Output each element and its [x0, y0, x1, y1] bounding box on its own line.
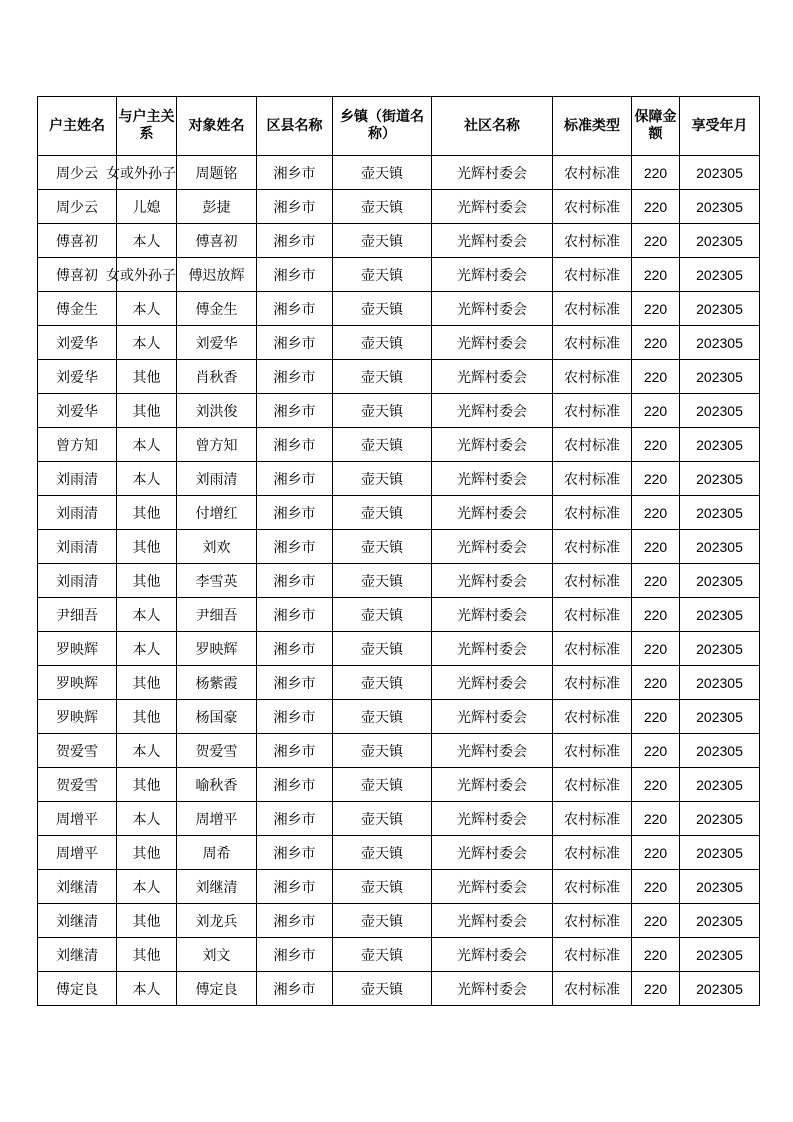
- recipient-name-cell: 曾方知: [177, 428, 257, 462]
- town-cell: 壶天镇: [333, 326, 432, 360]
- month-cell: 202305: [680, 938, 760, 972]
- household-head-cell: 傅喜初: [38, 224, 117, 258]
- relationship-text: 本人: [132, 437, 161, 454]
- recipient-name-cell: 周题铭: [177, 156, 257, 190]
- recipient-name-cell: 罗映辉: [177, 632, 257, 666]
- standard-type-cell: 农村标准: [553, 700, 632, 734]
- household-head-cell: 周增平: [38, 802, 117, 836]
- relationship-cell: [117, 632, 177, 666]
- relationship-cell: [117, 972, 177, 1006]
- recipient-name-cell: 傅喜初: [177, 224, 257, 258]
- county-cell: 湘乡市: [257, 462, 333, 496]
- month-cell: 202305: [680, 326, 760, 360]
- county-cell: 湘乡市: [257, 258, 333, 292]
- relationship-text: 本人: [132, 301, 161, 318]
- relationship-text: 本人: [132, 233, 161, 250]
- county-cell: 湘乡市: [257, 496, 333, 530]
- standard-type-cell: 农村标准: [553, 666, 632, 700]
- standard-type-cell: 农村标准: [553, 190, 632, 224]
- amount-cell: 220: [632, 326, 680, 360]
- household-head-cell: 刘继清: [38, 938, 117, 972]
- relationship-text: 其他: [132, 709, 161, 726]
- beneficiary-table: [37, 96, 760, 1006]
- county-cell: 湘乡市: [257, 700, 333, 734]
- community-cell: 光辉村委会: [432, 190, 553, 224]
- amount-cell: 220: [632, 904, 680, 938]
- community-cell: 光辉村委会: [432, 972, 553, 1006]
- relationship-text: 本人: [132, 335, 161, 352]
- relationship-text: 女或外孙子: [106, 267, 176, 284]
- town-cell: 壶天镇: [333, 802, 432, 836]
- relationship-text: 其他: [132, 505, 161, 522]
- relationship-cell: [117, 496, 177, 530]
- community-cell: 光辉村委会: [432, 462, 553, 496]
- month-cell: 202305: [680, 360, 760, 394]
- amount-cell: 220: [632, 666, 680, 700]
- household-head-cell: 刘继清: [38, 904, 117, 938]
- table-row: [38, 972, 760, 1006]
- relationship-text: 其他: [132, 913, 161, 930]
- table-row: [38, 156, 760, 190]
- table-row: [38, 768, 760, 802]
- recipient-name-cell: 杨国豪: [177, 700, 257, 734]
- town-cell: 壶天镇: [333, 972, 432, 1006]
- relationship-cell: [117, 768, 177, 802]
- table-row: [38, 836, 760, 870]
- amount-cell: 220: [632, 768, 680, 802]
- table-row: [38, 360, 760, 394]
- relationship-cell: [117, 292, 177, 326]
- amount-cell: 220: [632, 938, 680, 972]
- household-head-cell: 傅定良: [38, 972, 117, 1006]
- town-cell: 壶天镇: [333, 496, 432, 530]
- household-head-cell: 傅喜初: [38, 258, 117, 292]
- amount-cell: 220: [632, 360, 680, 394]
- town-cell: 壶天镇: [333, 734, 432, 768]
- month-cell: 202305: [680, 224, 760, 258]
- table-row: [38, 258, 760, 292]
- amount-cell: 220: [632, 428, 680, 462]
- relationship-cell: [117, 224, 177, 258]
- relationship-cell: [117, 462, 177, 496]
- standard-type-cell: 农村标准: [553, 564, 632, 598]
- month-cell: 202305: [680, 870, 760, 904]
- standard-type-cell: 农村标准: [553, 326, 632, 360]
- month-cell: 202305: [680, 156, 760, 190]
- standard-type-cell: 农村标准: [553, 156, 632, 190]
- county-cell: 湘乡市: [257, 938, 333, 972]
- relationship-cell: [117, 734, 177, 768]
- town-cell: 壶天镇: [333, 224, 432, 258]
- standard-type-cell: 农村标准: [553, 360, 632, 394]
- table-header-row: [38, 97, 760, 156]
- recipient-name-cell: 刘欢: [177, 530, 257, 564]
- county-cell: 湘乡市: [257, 292, 333, 326]
- town-cell: 壶天镇: [333, 394, 432, 428]
- county-cell: 湘乡市: [257, 156, 333, 190]
- month-cell: 202305: [680, 564, 760, 598]
- relationship-text: 其他: [132, 947, 161, 964]
- header-relationship: 与户主关系: [117, 97, 177, 156]
- amount-cell: 220: [632, 258, 680, 292]
- household-head-cell: 刘雨清: [38, 530, 117, 564]
- table-row: [38, 326, 760, 360]
- county-cell: 湘乡市: [257, 972, 333, 1006]
- month-cell: 202305: [680, 530, 760, 564]
- community-cell: 光辉村委会: [432, 496, 553, 530]
- relationship-cell: [117, 836, 177, 870]
- table-row: [38, 802, 760, 836]
- county-cell: 湘乡市: [257, 666, 333, 700]
- community-cell: 光辉村委会: [432, 224, 553, 258]
- household-head-cell: 刘继清: [38, 870, 117, 904]
- relationship-text: 其他: [132, 845, 161, 862]
- standard-type-cell: 农村标准: [553, 938, 632, 972]
- recipient-name-cell: 刘雨清: [177, 462, 257, 496]
- month-cell: 202305: [680, 666, 760, 700]
- header-county: 区县名称: [257, 97, 333, 156]
- standard-type-cell: 农村标准: [553, 836, 632, 870]
- header-amount: 保障金额: [632, 97, 680, 156]
- community-cell: 光辉村委会: [432, 768, 553, 802]
- community-cell: 光辉村委会: [432, 836, 553, 870]
- table-row: [38, 428, 760, 462]
- county-cell: 湘乡市: [257, 734, 333, 768]
- relationship-text: 本人: [132, 743, 161, 760]
- standard-type-cell: 农村标准: [553, 904, 632, 938]
- household-head-cell: 曾方知: [38, 428, 117, 462]
- table-row: [38, 938, 760, 972]
- community-cell: 光辉村委会: [432, 428, 553, 462]
- table-row: [38, 700, 760, 734]
- community-cell: 光辉村委会: [432, 530, 553, 564]
- household-head-cell: 罗映辉: [38, 700, 117, 734]
- recipient-name-cell: 李雪英: [177, 564, 257, 598]
- month-cell: 202305: [680, 972, 760, 1006]
- community-cell: 光辉村委会: [432, 700, 553, 734]
- relationship-text: 本人: [132, 607, 161, 624]
- table-row: [38, 530, 760, 564]
- relationship-text: 本人: [132, 981, 161, 998]
- month-cell: 202305: [680, 258, 760, 292]
- town-cell: 壶天镇: [333, 836, 432, 870]
- amount-cell: 220: [632, 972, 680, 1006]
- community-cell: 光辉村委会: [432, 292, 553, 326]
- table-row: [38, 734, 760, 768]
- recipient-name-cell: 刘洪俊: [177, 394, 257, 428]
- relationship-text: 其他: [132, 777, 161, 794]
- community-cell: 光辉村委会: [432, 598, 553, 632]
- recipient-name-cell: 刘文: [177, 938, 257, 972]
- household-head-cell: 傅金生: [38, 292, 117, 326]
- table-row: [38, 666, 760, 700]
- community-cell: 光辉村委会: [432, 326, 553, 360]
- community-cell: 光辉村委会: [432, 156, 553, 190]
- relationship-cell: [117, 326, 177, 360]
- recipient-name-cell: 刘爱华: [177, 326, 257, 360]
- amount-cell: 220: [632, 462, 680, 496]
- town-cell: 壶天镇: [333, 360, 432, 394]
- recipient-name-cell: 刘继清: [177, 870, 257, 904]
- standard-type-cell: 农村标准: [553, 292, 632, 326]
- header-town: 乡镇（街道名称）: [333, 97, 432, 156]
- relationship-text: 本人: [132, 471, 161, 488]
- county-cell: 湘乡市: [257, 428, 333, 462]
- community-cell: 光辉村委会: [432, 258, 553, 292]
- county-cell: 湘乡市: [257, 904, 333, 938]
- relationship-cell: [106, 258, 177, 292]
- month-cell: 202305: [680, 632, 760, 666]
- county-cell: 湘乡市: [257, 224, 333, 258]
- amount-cell: 220: [632, 496, 680, 530]
- town-cell: 壶天镇: [333, 700, 432, 734]
- community-cell: 光辉村委会: [432, 870, 553, 904]
- household-head-cell: 罗映辉: [38, 666, 117, 700]
- recipient-name-cell: 贺爱雪: [177, 734, 257, 768]
- community-cell: 光辉村委会: [432, 904, 553, 938]
- standard-type-cell: 农村标准: [553, 598, 632, 632]
- amount-cell: 220: [632, 190, 680, 224]
- relationship-cell: [117, 904, 177, 938]
- standard-type-cell: 农村标准: [553, 972, 632, 1006]
- county-cell: 湘乡市: [257, 326, 333, 360]
- relationship-cell: [117, 802, 177, 836]
- relationship-cell: [117, 564, 177, 598]
- month-cell: 202305: [680, 496, 760, 530]
- month-cell: 202305: [680, 734, 760, 768]
- table-row: [38, 394, 760, 428]
- county-cell: 湘乡市: [257, 360, 333, 394]
- community-cell: 光辉村委会: [432, 564, 553, 598]
- relationship-text: 本人: [132, 641, 161, 658]
- recipient-name-cell: 尹细吾: [177, 598, 257, 632]
- amount-cell: 220: [632, 224, 680, 258]
- amount-cell: 220: [632, 836, 680, 870]
- household-head-cell: 刘雨清: [38, 496, 117, 530]
- town-cell: 壶天镇: [333, 870, 432, 904]
- town-cell: 壶天镇: [333, 428, 432, 462]
- household-head-cell: 刘爱华: [38, 326, 117, 360]
- header-community: 社区名称: [432, 97, 553, 156]
- standard-type-cell: 农村标准: [553, 734, 632, 768]
- standard-type-cell: 农村标准: [553, 394, 632, 428]
- recipient-name-cell: 肖秋香: [177, 360, 257, 394]
- table-row: [38, 190, 760, 224]
- town-cell: 壶天镇: [333, 292, 432, 326]
- county-cell: 湘乡市: [257, 190, 333, 224]
- amount-cell: 220: [632, 598, 680, 632]
- county-cell: 湘乡市: [257, 768, 333, 802]
- town-cell: 壶天镇: [333, 190, 432, 224]
- relationship-cell: [106, 156, 177, 190]
- relationship-cell: [117, 360, 177, 394]
- household-head-cell: 刘爱华: [38, 360, 117, 394]
- header-standard-type: 标准类型: [553, 97, 632, 156]
- table-row: [38, 564, 760, 598]
- household-head-cell: 周少云: [38, 190, 117, 224]
- table-row: [38, 632, 760, 666]
- community-cell: 光辉村委会: [432, 394, 553, 428]
- household-head-cell: 刘雨清: [38, 462, 117, 496]
- amount-cell: 220: [632, 870, 680, 904]
- recipient-name-cell: 傅迟放辉: [177, 258, 257, 292]
- town-cell: 壶天镇: [333, 156, 432, 190]
- recipient-name-cell: 彭捷: [177, 190, 257, 224]
- county-cell: 湘乡市: [257, 598, 333, 632]
- recipient-name-cell: 刘龙兵: [177, 904, 257, 938]
- recipient-name-cell: 杨紫霞: [177, 666, 257, 700]
- relationship-cell: [117, 598, 177, 632]
- recipient-name-cell: 傅金生: [177, 292, 257, 326]
- table-row: [38, 292, 760, 326]
- relationship-cell: [117, 938, 177, 972]
- community-cell: 光辉村委会: [432, 666, 553, 700]
- community-cell: 光辉村委会: [432, 734, 553, 768]
- amount-cell: 220: [632, 530, 680, 564]
- standard-type-cell: 农村标准: [553, 428, 632, 462]
- household-head-cell: 刘爱华: [38, 394, 117, 428]
- table-row: [38, 870, 760, 904]
- recipient-name-cell: 付增红: [177, 496, 257, 530]
- relationship-text: 儿媳: [132, 199, 161, 216]
- town-cell: 壶天镇: [333, 598, 432, 632]
- town-cell: 壶天镇: [333, 462, 432, 496]
- amount-cell: 220: [632, 700, 680, 734]
- town-cell: 壶天镇: [333, 666, 432, 700]
- amount-cell: 220: [632, 292, 680, 326]
- standard-type-cell: 农村标准: [553, 462, 632, 496]
- community-cell: 光辉村委会: [432, 360, 553, 394]
- table-row: [38, 904, 760, 938]
- standard-type-cell: 农村标准: [553, 870, 632, 904]
- month-cell: 202305: [680, 836, 760, 870]
- month-cell: 202305: [680, 700, 760, 734]
- month-cell: 202305: [680, 768, 760, 802]
- standard-type-cell: 农村标准: [553, 632, 632, 666]
- town-cell: 壶天镇: [333, 768, 432, 802]
- month-cell: 202305: [680, 292, 760, 326]
- relationship-cell: [117, 428, 177, 462]
- county-cell: 湘乡市: [257, 802, 333, 836]
- relationship-text: 本人: [132, 879, 161, 896]
- relationship-text: 本人: [132, 811, 161, 828]
- community-cell: 光辉村委会: [432, 802, 553, 836]
- month-cell: 202305: [680, 428, 760, 462]
- table-row: [38, 224, 760, 258]
- household-head-cell: 周增平: [38, 836, 117, 870]
- town-cell: 壶天镇: [333, 904, 432, 938]
- relationship-cell: [117, 530, 177, 564]
- month-cell: 202305: [680, 802, 760, 836]
- relationship-cell: [117, 700, 177, 734]
- standard-type-cell: 农村标准: [553, 496, 632, 530]
- town-cell: 壶天镇: [333, 938, 432, 972]
- household-head-cell: 尹细吾: [38, 598, 117, 632]
- household-head-cell: 周少云: [38, 156, 117, 190]
- household-head-cell: 罗映辉: [38, 632, 117, 666]
- town-cell: 壶天镇: [333, 564, 432, 598]
- relationship-text: 其他: [132, 403, 161, 420]
- relationship-text: 女或外孙子: [106, 165, 176, 182]
- recipient-name-cell: 周增平: [177, 802, 257, 836]
- household-head-cell: 贺爱雪: [38, 768, 117, 802]
- county-cell: 湘乡市: [257, 564, 333, 598]
- header-recipient-name: 对象姓名: [177, 97, 257, 156]
- relationship-text: 其他: [132, 369, 161, 386]
- relationship-text: 其他: [132, 675, 161, 692]
- amount-cell: 220: [632, 802, 680, 836]
- month-cell: 202305: [680, 394, 760, 428]
- amount-cell: 220: [632, 734, 680, 768]
- relationship-text: 其他: [132, 539, 161, 556]
- town-cell: 壶天镇: [333, 632, 432, 666]
- standard-type-cell: 农村标准: [553, 802, 632, 836]
- relationship-cell: [117, 394, 177, 428]
- relationship-cell: [117, 870, 177, 904]
- relationship-cell: [117, 190, 177, 224]
- relationship-text: 其他: [132, 573, 161, 590]
- town-cell: 壶天镇: [333, 258, 432, 292]
- recipient-name-cell: 傅定良: [177, 972, 257, 1006]
- recipient-name-cell: 喻秋香: [177, 768, 257, 802]
- amount-cell: 220: [632, 394, 680, 428]
- community-cell: 光辉村委会: [432, 938, 553, 972]
- amount-cell: 220: [632, 156, 680, 190]
- month-cell: 202305: [680, 190, 760, 224]
- standard-type-cell: 农村标准: [553, 258, 632, 292]
- standard-type-cell: 农村标准: [553, 224, 632, 258]
- month-cell: 202305: [680, 462, 760, 496]
- header-month: 享受年月: [680, 97, 760, 156]
- county-cell: 湘乡市: [257, 632, 333, 666]
- recipient-name-cell: 周希: [177, 836, 257, 870]
- amount-cell: 220: [632, 632, 680, 666]
- county-cell: 湘乡市: [257, 870, 333, 904]
- county-cell: 湘乡市: [257, 530, 333, 564]
- town-cell: 壶天镇: [333, 530, 432, 564]
- relationship-cell: [117, 666, 177, 700]
- county-cell: 湘乡市: [257, 836, 333, 870]
- header-household-head: 户主姓名: [38, 97, 117, 156]
- month-cell: 202305: [680, 598, 760, 632]
- household-head-cell: 贺爱雪: [38, 734, 117, 768]
- community-cell: 光辉村委会: [432, 632, 553, 666]
- amount-cell: 220: [632, 564, 680, 598]
- household-head-cell: 刘雨清: [38, 564, 117, 598]
- standard-type-cell: 农村标准: [553, 530, 632, 564]
- table-row: [38, 496, 760, 530]
- county-cell: 湘乡市: [257, 394, 333, 428]
- standard-type-cell: 农村标准: [553, 768, 632, 802]
- table-row: [38, 462, 760, 496]
- month-cell: 202305: [680, 904, 760, 938]
- table-row: [38, 598, 760, 632]
